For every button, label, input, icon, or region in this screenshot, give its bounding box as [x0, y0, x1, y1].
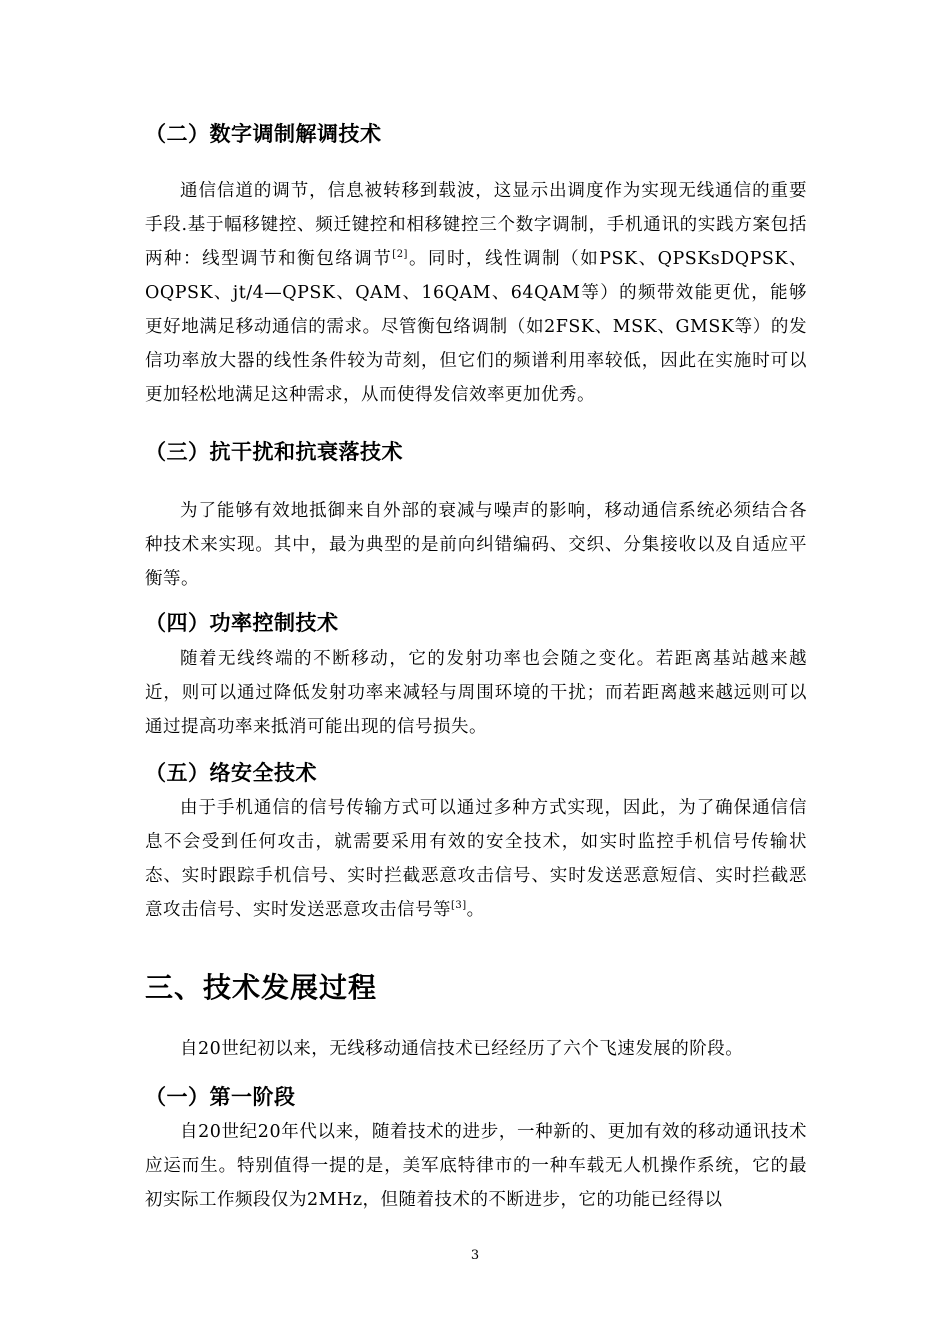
paragraph-text: 。 — [466, 900, 485, 920]
section-heading-network-security: （五）络安全技术 — [145, 761, 317, 785]
paragraph-anti-interference: 为了能够有效地抵御来自外部的衰减与噪声的影响，移动通信系统必须结合各种技术来实现。其中，最为典型的是前向纠错编码、交织、分集接收以及自适应平衡等。 — [145, 501, 807, 589]
section-heading-stage-one: （一）第一阶段 — [145, 1085, 296, 1109]
chapter-heading: 三、技术发展过程 — [145, 971, 378, 1004]
paragraph-digital-modulation — [145, 174, 807, 412]
section-heading-digital-modulation: （二）数字调制解调技术 — [145, 122, 382, 146]
section-heading-power-control: （四）功率控制技术 — [145, 611, 339, 635]
paragraph-text: 由于手机通信的信号传输方式可以通过多种方式实现，因此，为了确保通信信息不会受到任何攻击，就需要采用有效的安全技术，如实时监控手机信号传输状态、实时跟踪手机信号、实时拦截恶意攻击信号、实时发送恶意短信、实时拦截恶意攻击信号、实时发送恶意攻击信号等 — [145, 798, 807, 920]
paragraph-chapter-intro: 自20世纪初以来，无线移动通信技术已经经历了六个飞速发展的阶段。 — [180, 1039, 744, 1059]
page-number: 3 — [470, 1248, 480, 1263]
citation-ref: [2] — [392, 249, 408, 261]
section-heading-anti-interference: （三）抗干扰和抗衰落技术 — [145, 440, 403, 464]
paragraph-network-security — [145, 791, 807, 927]
paragraph-text: 。同时，线性调制（如PSK、QPSKsDQPSK、OQPSK、jt/4—QPSK、QAM、16QAM、64QAM等）的频带效能更优，能够更好地满足移动通信的需求。尽管衡包络调制（如2FSK、MSK、GMSK等）的发信功率放大器的线性条件较为苛刻，但它们的频谱利用率较低，因此在实施时可以更加轻松地满足这种需求，从而使得发信效率更加优秀。 — [145, 249, 808, 405]
citation-ref: [3] — [451, 900, 467, 912]
paragraph-stage-one: 自20世纪20年代以来，随着技术的进步，一种新的、更加有效的移动通讯技术应运而生。特别值得一提的是，美军底特律市的一种车载无人机操作系统，它的最初实际工作频段仅为2MHz，但随着技术的不断进步，它的功能已经得以 — [145, 1122, 807, 1210]
paragraph-text: 通信信道的调节，信息被转移到载波，这显示出调度作为实现无线通信的重要手段.基于幅移键控、频迁键控和相移键控三个数字调制，手机通讯的实践方案包括两种：线型调节和衡包络调节 — [145, 181, 807, 269]
paragraph-power-control: 随着无线终端的不断移动，它的发射功率也会随之变化。若距离基站越来越近，则可以通过降低发射功率来减轻与周围环境的干扰；而若距离越来越远则可以通过提高功率来抵消可能出现的信号损失。 — [145, 649, 807, 737]
